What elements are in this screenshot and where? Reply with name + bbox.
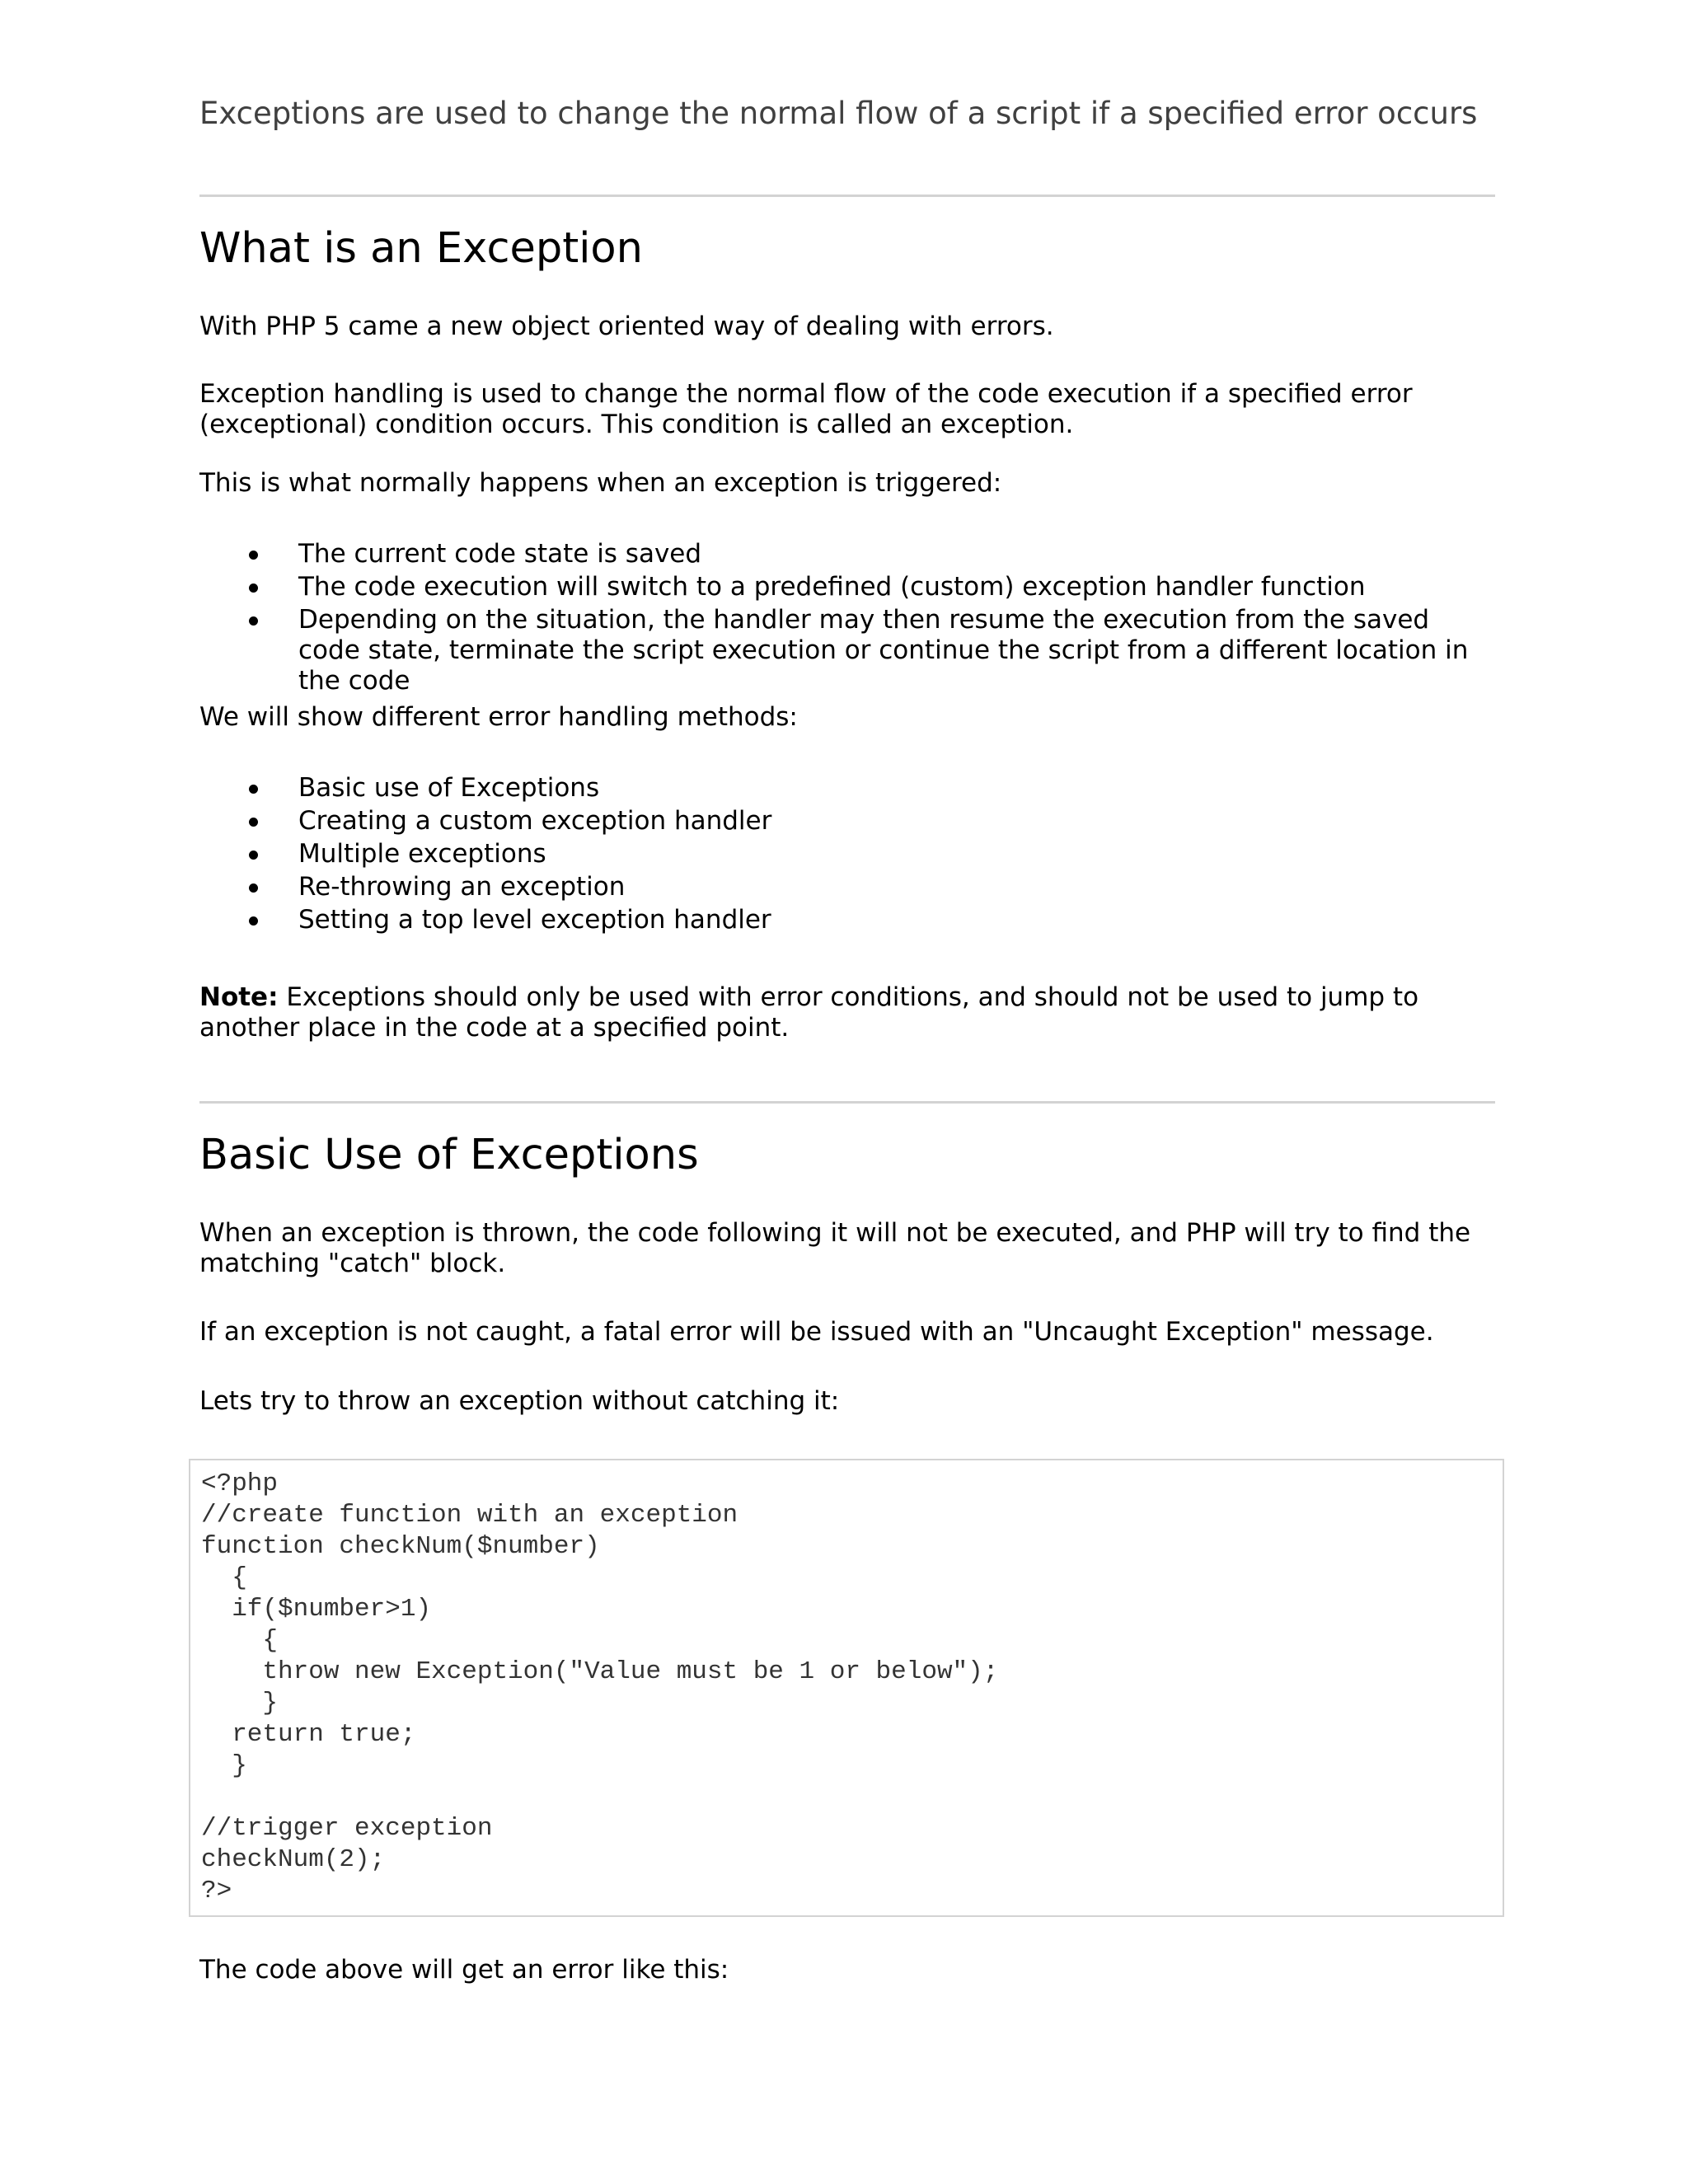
paragraph: We will show different error handling methods: [199,702,798,732]
note-text: Exceptions should only be used with error conditions, and should not be used to jump to another place in the code at a specified point. [199,982,1419,1043]
bullet-icon [249,785,258,794]
list-item: Creating a custom exception handler [199,806,1495,839]
paragraph: The code above will get an error like this: [199,1955,729,1985]
list-item: Basic use of Exceptions [199,773,1495,806]
bullet-icon [249,818,258,827]
code-line: { [201,1626,279,1655]
code-line: } [201,1751,247,1780]
paragraph: Exception handling is used to change the normal flow of the code execution if a specified error (exceptional) condition occurs. This condition is called an exception. [199,379,1413,439]
intro-text: Exceptions are used to change the normal flow of a script if a specified error occurs [199,96,1478,131]
list-item: Re-throwing an exception [199,872,1495,905]
paragraph: With PHP 5 came a new object oriented way of dealing with errors. [199,312,1054,341]
code-line: throw new Exception("Value must be 1 or below"); [201,1657,999,1686]
code-line: checkNum(2); [201,1845,386,1874]
section-heading-basic-use: Basic Use of Exceptions [199,1131,699,1179]
code-line: //trigger exception [201,1814,493,1843]
divider [199,1101,1495,1104]
list-item: The code execution will switch to a predefined (custom) exception handler function [199,572,1495,605]
bullet-icon [249,551,258,560]
code-line: <?php [201,1469,279,1498]
paragraph: If an exception is not caught, a fatal error will be issued with an "Uncaught Exception" message. [199,1317,1434,1347]
bullet-icon [249,616,258,626]
bullet-icon [249,583,258,593]
code-line: ?> [201,1877,232,1905]
code-line: function checkNum($number) [201,1532,600,1561]
note-paragraph [199,982,1495,1043]
code-line: if($number>1) [201,1595,432,1624]
code-line: return true; [201,1720,416,1749]
section-heading-what-is-exception: What is an Exception [199,224,643,273]
bullet-icon [249,883,258,893]
paragraph: This is what normally happens when an exception is triggered: [199,468,1002,498]
note-label: Note: [199,982,279,1012]
paragraph: Lets try to throw an exception without catching it: [199,1386,840,1416]
divider [199,194,1495,197]
bullet-icon [249,916,258,926]
bullet-list [199,773,1495,938]
code-line: } [201,1689,279,1718]
bullet-icon [249,851,258,860]
code-example [189,1459,1504,1917]
list-item: Depending on the situation, the handler may then resume the execution from the saved code state, terminate the script execution or continue the script from a different location in the code [199,605,1495,696]
code-line: { [201,1563,247,1592]
list-item: Multiple exceptions [199,839,1495,872]
paragraph: When an exception is thrown, the code following it will not be executed, and PHP will try to find the matching "catch" block. [199,1218,1471,1278]
code-line: //create function with an exception [201,1501,738,1530]
bullet-list [199,539,1495,696]
list-item: The current code state is saved [199,539,1495,572]
list-item: Setting a top level exception handler [199,905,1495,938]
